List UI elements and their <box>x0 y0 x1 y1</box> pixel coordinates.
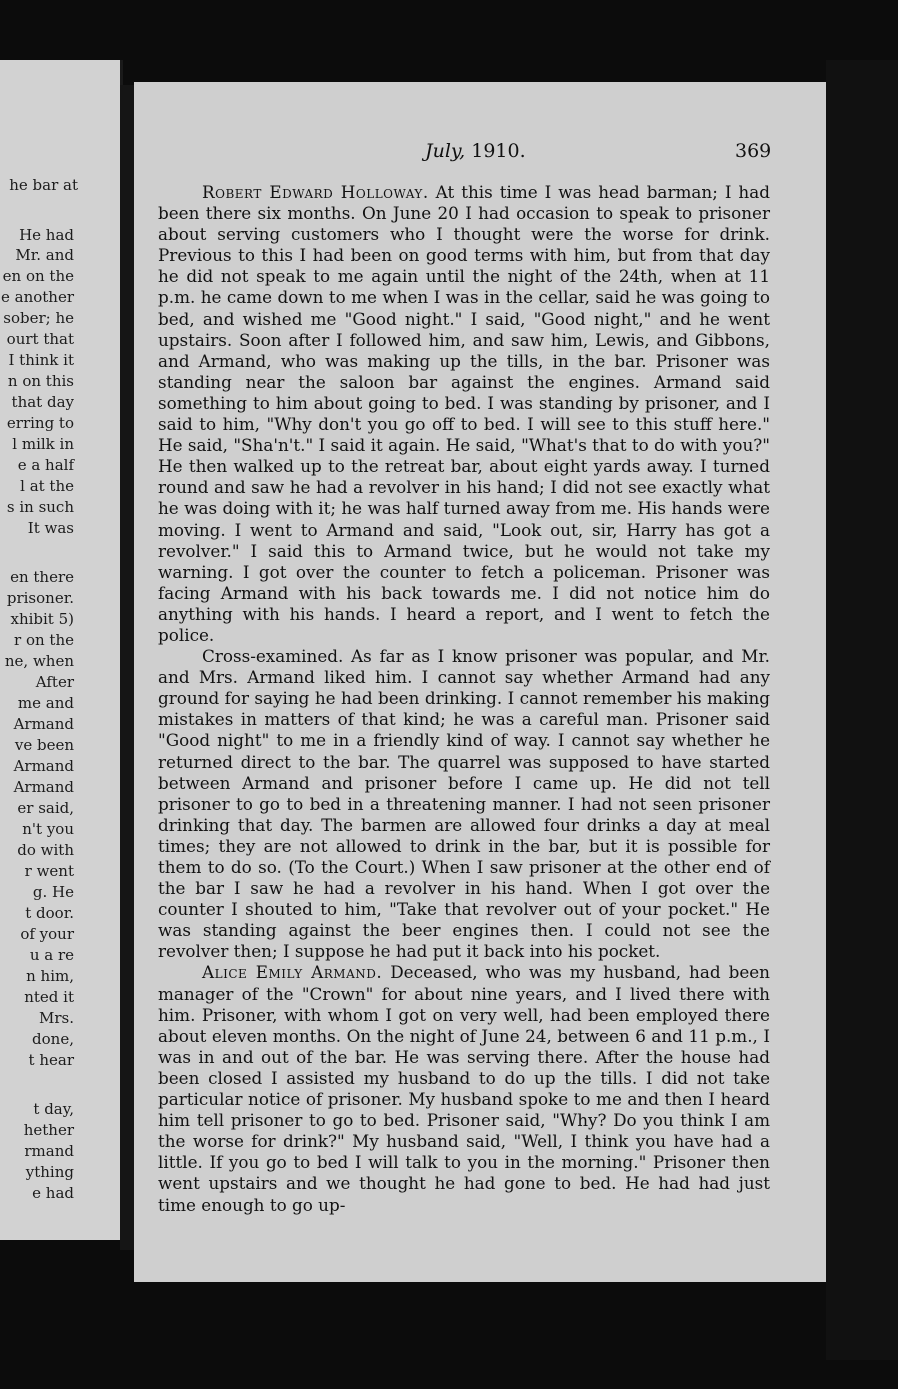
left-page-line: e a half <box>17 456 74 474</box>
testimony-paragraph <box>158 182 770 646</box>
left-page-line: of your <box>20 925 74 943</box>
left-page-line: t hear <box>28 1051 74 1069</box>
witness-name: Robert Edward Holloway. <box>202 182 429 202</box>
left-page-line: g. He <box>32 883 74 901</box>
left-page-line: t door. <box>25 904 74 922</box>
left-page-line: After <box>35 673 74 691</box>
left-page-line: me and <box>17 694 74 712</box>
paragraph-text: Deceased, who was my husband, had been manager of the "Crown" for about nine years, and I lived there with him. Prisoner, with whom I got on very well, had been employed there about eleven months. On the night of June 24, between 6 and 11 p.m., I was in and out of the bar. He was serving there. After the house had been closed I assisted my husband to do up the tills. I did not take particular notice of prisoner. My husband spoke to me and then I heard him tell prisoner to go to bed. Prisoner said, "Why? Do you think I am the worse for drink?" My husband said, "Well, I think you have had a little. If you go to bed I will talk to you in the morning." Prisoner then went upstairs and we thought he had gone to bed. He had had just time enough to go up- <box>158 962 770 1215</box>
testimony-paragraph <box>158 962 770 1215</box>
left-page-line: en there <box>10 568 74 586</box>
page-body <box>158 182 770 1216</box>
left-page-line: done, <box>32 1030 74 1048</box>
left-page-line: r went <box>24 862 74 880</box>
background-edge <box>826 60 898 1360</box>
left-page-line: Armand <box>13 757 74 775</box>
paragraph-text: At this time I was head barman; I had been there six months. On June 20 I had occasion to speak to prisoner about serving customers who I thought were the worse for drink. Previous to this I had been on good terms with him, but from that day he did not speak to me again until the night of the 24th, when at 11 p.m. he came down to me when I was in the cellar, said he was going to bed, and wished me "Good night." I said, "Good night," and he went upstairs. Soon after I followed him, and saw him, Lewis, and Gibbons, and Armand, who was making up the tills, in the bar. Prisoner was standing near the saloon bar against the engines. Armand said something to him about going to bed. I was standing by prisoner, and I said to him, "Why don't you go off to bed. I will see to this stuff here." He said, "Sha'n't." I said it again. He said, "What's that to do with you?" He then walked up to the retreat bar, about eight yards away. I turned round and saw he had a revolver in his hand; I did not see exactly what he was doing with it; he was half turned away from me. His hands were moving. I went to Armand and said, "Look out, sir, Harry has got a revolver." I said this to Armand twice, but he would not take my warning. I got over the counter to fetch a policeman. Prisoner was facing Armand with his back towards me. I did not notice him do anything with his hands. I heard a report, and I went to fetch the police. <box>158 182 770 645</box>
left-page-line: l milk in <box>12 435 74 453</box>
paragraph-text: Cross-examined. As far as I know prisoner was popular, and Mr. and Mrs. Armand liked him. I cannot say whether Armand had any ground for saying he had been drinking. I cannot remember his making mistakes in matters of that kind; he was a careful man. Prisoner said "Good night" to me in a friendly kind of way. I cannot say whether he returned direct to the bar. The quarrel was supposed to have started between Armand and prisoner before I came up. He did not tell prisoner to go to bed in a threatening manner. I had not seen prisoner drinking that day. The barmen are allowed four drinks a day at meal times; they are not allowed to drink in the bar, but it is possible for them to do so. (To the Court.) When I saw prisoner at the other end of the bar I saw he had a revolver in his hand. When I got over the counter I shouted to him, "Take that revolver out of your pocket." He was standing against the beer engines then. I could not see the revolver then; I suppose he had put it back into his pocket. <box>158 646 770 962</box>
left-page-line: e another <box>0 288 74 306</box>
left-page-line: n't you <box>22 820 74 838</box>
left-page-line: he bar at <box>9 176 78 194</box>
left-page-line: nted it <box>24 988 74 1006</box>
left-page-line: Mr. and <box>15 246 74 264</box>
left-page-line: I think it <box>8 351 74 369</box>
left-page-line: ything <box>25 1163 74 1181</box>
left-page-line: that day <box>11 393 74 411</box>
left-page-line: l at the <box>20 477 74 495</box>
left-page-line: e had <box>32 1184 74 1202</box>
running-head-month: July, <box>425 140 466 162</box>
left-page-line: n him, <box>26 967 74 985</box>
left-page-line: prisoner. <box>6 589 74 607</box>
left-page-line: t day, <box>33 1100 74 1118</box>
left-page-line: Mrs. <box>39 1009 74 1027</box>
left-facing-page <box>0 60 123 1240</box>
left-page-line: ne, when <box>4 652 74 670</box>
running-head-year: 1910. <box>471 140 526 162</box>
left-page-line: ve been <box>14 736 74 754</box>
left-page-line: rmand <box>24 1142 74 1160</box>
testimony-paragraph <box>158 646 770 962</box>
left-page-line: ourt that <box>6 330 74 348</box>
left-page-line: erring to <box>6 414 74 432</box>
left-page-line: n on this <box>7 372 74 390</box>
page-number: 369 <box>735 140 772 162</box>
left-page-line: en on the <box>2 267 74 285</box>
left-page-line: u a re <box>29 946 74 964</box>
left-page-line: hether <box>23 1121 74 1139</box>
running-head <box>425 140 526 162</box>
left-page-line: r on the <box>14 631 74 649</box>
left-page-line: He had <box>19 226 74 244</box>
left-page-line: do with <box>17 841 74 859</box>
witness-name: Alice Emily Armand. <box>202 962 383 983</box>
left-page-line: It was <box>27 519 74 537</box>
left-page-line: er said, <box>17 799 74 817</box>
left-page-line: Armand <box>13 715 74 733</box>
left-page-line: Armand <box>13 778 74 796</box>
left-page-line: s in such <box>6 498 74 516</box>
page-header <box>0 140 898 170</box>
left-page-line: xhibit 5) <box>10 610 74 628</box>
left-page-line: sober; he <box>3 309 74 327</box>
book-spine <box>120 85 134 1250</box>
